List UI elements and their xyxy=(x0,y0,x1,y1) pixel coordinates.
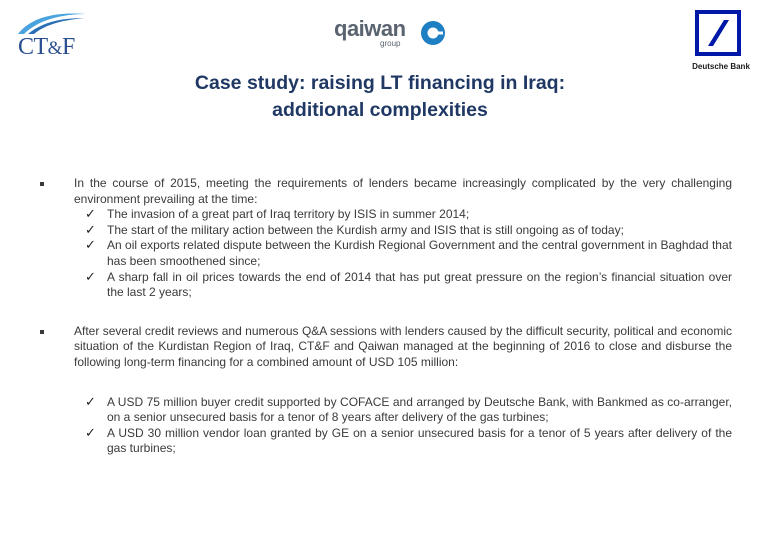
square-bullet-icon xyxy=(40,182,44,186)
qaiwan-logo xyxy=(334,18,446,50)
check-icon: ✓ xyxy=(85,222,96,238)
qaiwan-logo-subtext: group xyxy=(380,39,401,48)
qaiwan-mark-icon xyxy=(420,20,446,46)
check-item: ✓ A sharp fall in oil prices towards the end of 2014 that has put great pressure on the region’s financial situation over the last 2 years; xyxy=(85,269,732,300)
check-icon: ✓ xyxy=(85,425,96,441)
check-item: ✓ An oil exports related dispute between the Kurdish Regional Government and the central government in Baghdad that has been smoothened since; xyxy=(85,238,732,268)
square-bullet-icon xyxy=(40,330,44,334)
bullet-1 xyxy=(40,176,732,301)
check-icon: ✓ xyxy=(85,394,96,410)
check-icon: ✓ xyxy=(85,269,96,285)
bullet-1-checklist xyxy=(74,207,732,301)
slide-content xyxy=(40,176,732,457)
check-item: ✓ The invasion of a great part of Iraq territory by ISIS in summer 2014; xyxy=(85,207,470,223)
check-item: ✓ A USD 30 million vendor loan granted by GE on a senior unsecured basis for a tenor of 5 years after delivery of the gas turbines; xyxy=(85,425,732,456)
slide-title-line-1: Case study: raising LT financing in Iraq: xyxy=(194,72,566,94)
deutsche-bank-name: Deutsche Bank xyxy=(692,62,750,71)
bullet-2 xyxy=(40,324,732,457)
ctf-logo-text: CT&F xyxy=(18,34,75,60)
bullet-1-text: In the course of 2015, meeting the requirements of lenders became increasingly complicated by the very challenging environment prevailing at the time: xyxy=(74,176,732,206)
check-item: ✓ A USD 75 million buyer credit supported by COFACE and arranged by Deutsche Bank, with Bankmed as co-arranger, on a senior unsecured basis for a tenor of 8 years after delivery of the gas turbines; xyxy=(85,394,732,425)
check-icon: ✓ xyxy=(85,238,96,254)
bullet-2-checklist xyxy=(74,395,732,457)
slide-title xyxy=(130,70,630,124)
qaiwan-logo-text: qaiwan xyxy=(334,16,406,41)
bullet-2-text: After several credit reviews and numerous Q&A sessions with lenders caused by the difficult security, political and economic situation of the Kurdistan Region of Iraq, CT&F and Qaiwan managed at the beginning of 2016 to close and disburse the following long-term financing for a combined amount of USD 105 million: xyxy=(74,323,732,369)
slide-title-line-2: additional complexities xyxy=(272,99,488,121)
check-icon: ✓ xyxy=(85,207,96,223)
deutsche-bank-logo xyxy=(680,10,762,76)
ctf-swoosh-icon xyxy=(12,10,90,36)
deutsche-bank-slash-icon xyxy=(695,10,741,56)
check-item: ✓ The start of the military action between the Kurdish army and ISIS that is still ongoing as of today; xyxy=(85,222,624,238)
ctf-logo xyxy=(12,10,90,60)
